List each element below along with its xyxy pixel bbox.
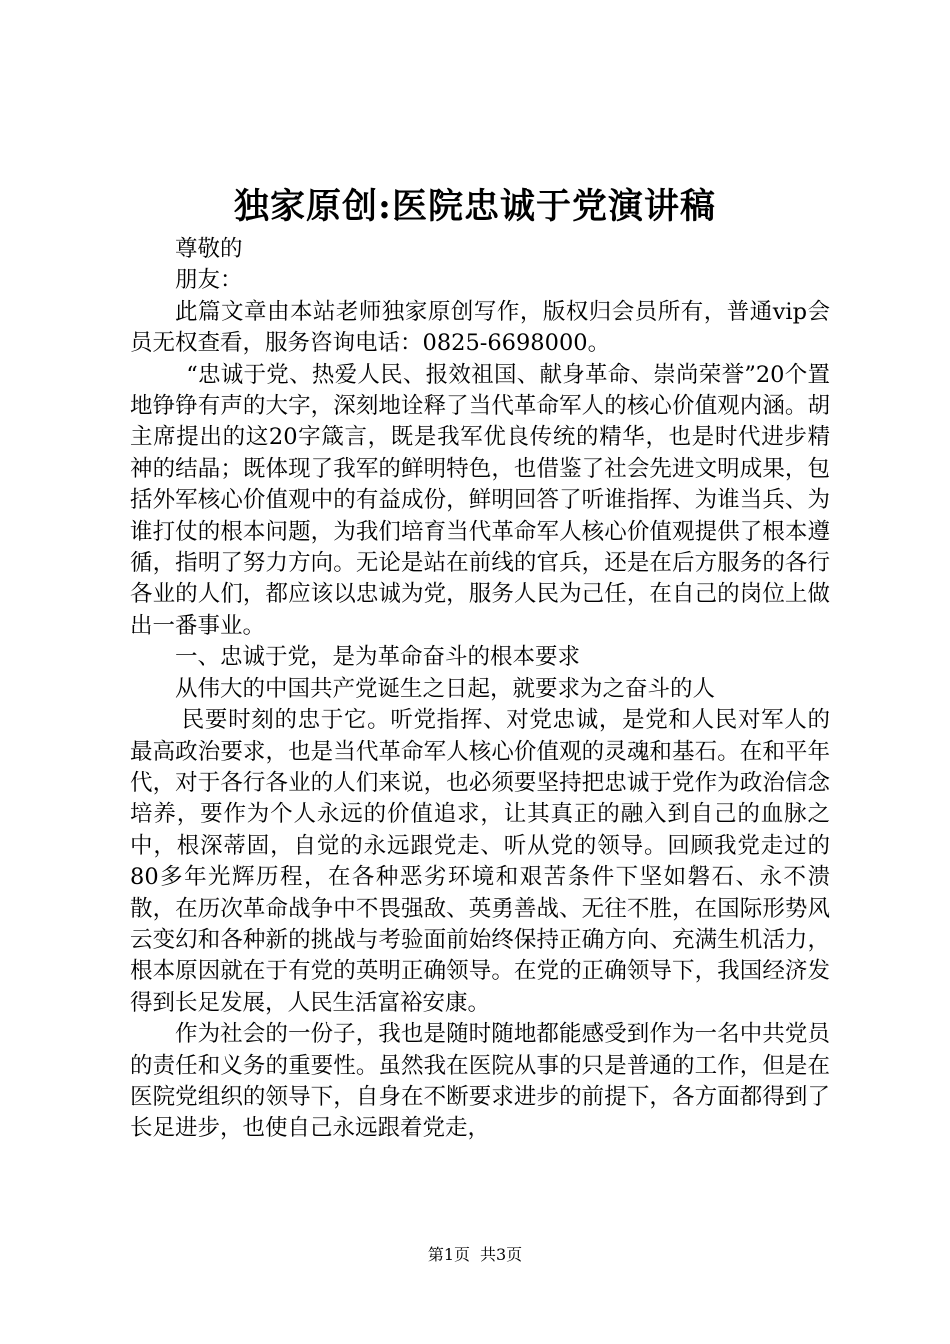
copyright-notice: 此篇文章由本站老师独家原创写作，版权归会员所有，普通vip会员无权查看，服务咨询电话：0825-6698000。	[130, 298, 830, 357]
salutation-line-2: 朋友：	[175, 267, 243, 294]
paragraph: 作为社会的一份子，我也是随时随地都能感受到作为一名中共党员的责任和义务的重要性。虽然我在医院从事的只是普通的工作，但是在医院党组织的领导下，自身在不断要求进步的前提下，各方面都得到了长足进步，也使自己永远跟着党走，	[130, 1021, 830, 1142]
document-title: 独家原创:医院忠诚于党演讲稿	[234, 186, 716, 227]
paragraph: 民要时刻的忠于它。听党指挥、对党忠诚，是党和人民对军人的最高政治要求，也是当代革命军人核心价值观的灵魂和基石。在和平年代，对于各行各业的人们来说，也必须要坚持把忠诚于党作为政治信念培养，要作为个人永远的价值追求，让其真正的融入到自己的血脉之中，根深蒂固，自觉的永远跟党走、听从党的领导。回顾我党走过的80多年光辉历程，在各种恶劣环境和艰苦条件下坚如磐石、永不溃散，在历次革命战争中不畏强敌、英勇善战、无往不胜，在国际形势风云变幻和各种新的挑战与考验面前始终保持正确方向、充满生机活力，根本原因就在于有党的英明正确领导。在党的正确领导下，我国经济发得到长足发展，人民生活富裕安康。	[130, 707, 830, 1016]
section-heading: 一、忠诚于党，是为革命奋斗的根本要求	[175, 644, 581, 671]
paragraph: “忠诚于党、热爱人民、报效祖国、献身革命、崇尚荣誉”20个置地铮铮有声的大字，深刻地诠释了当代革命军人的核心价值观内涵。胡主席提出的这20字箴言，既是我军优良传统的精华，也是时代进步精神的结晶；既体现了我军的鲜明特色，也借鉴了社会先进文明成果，包括外军核心价值观中的有益成份，鲜明回答了听谁指挥、为谁当兵、为谁打仗的根本问题，为我们培育当代革命军人核心价值观提供了根本遵循，指明了努力方向。无论是站在前线的官兵，还是在后方服务的各行各业的人们，都应该以忠诚为党，服务人民为己任，在自己的岗位上做出一番事业。	[130, 361, 830, 639]
salutation-line-1: 尊敬的	[175, 236, 243, 262]
page-total: 共3页	[480, 1245, 523, 1264]
page-footer	[0, 1244, 950, 1266]
paragraph: 从伟大的中国共产党诞生之日起，就要求为之奋斗的人	[175, 675, 716, 702]
page-number: 第1页	[427, 1245, 470, 1264]
document-body	[130, 234, 830, 1145]
